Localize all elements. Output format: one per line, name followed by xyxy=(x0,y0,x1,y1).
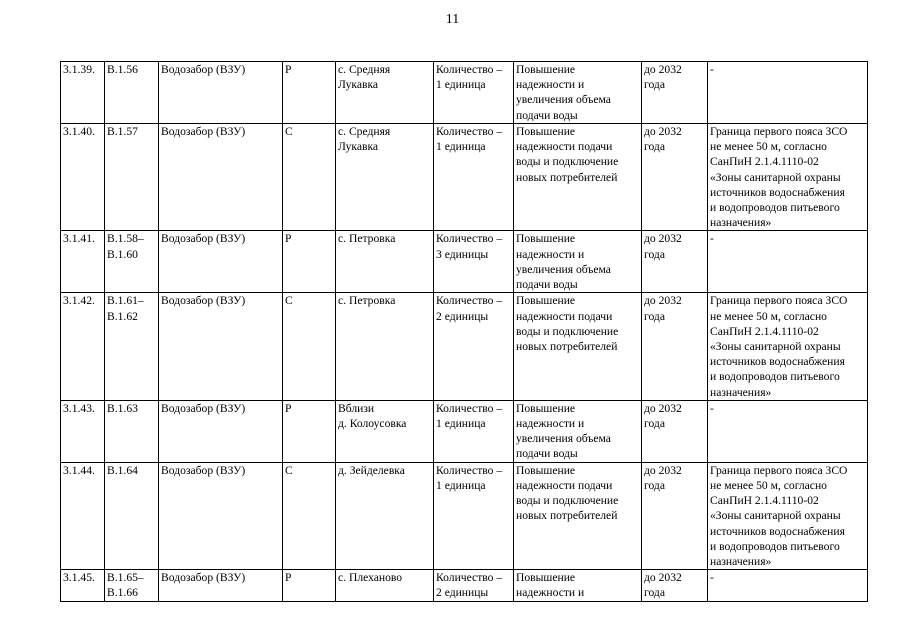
cell-purpose: Повышение надежности подачи воды и подключение новых потребителей xyxy=(514,462,642,569)
cell-item-number: 3.1.43. xyxy=(61,400,105,462)
cell-object-code: В.1.57 xyxy=(105,124,159,231)
cell-status: С xyxy=(283,293,336,400)
cell-status: С xyxy=(283,124,336,231)
cell-object-code: В.1.63 xyxy=(105,400,159,462)
cell-deadline: до 2032 года xyxy=(642,62,708,124)
cell-status: С xyxy=(283,462,336,569)
cell-deadline: до 2032 года xyxy=(642,124,708,231)
cell-item-number: 3.1.41. xyxy=(61,231,105,293)
cell-purpose: Повышение надежности и xyxy=(514,570,642,601)
cell-purpose: Повышение надежности и увеличения объема подачи воды xyxy=(514,62,642,124)
cell-quantity: Количество – 1 единица xyxy=(434,400,514,462)
cell-purpose: Повышение надежности подачи воды и подключение новых потребителей xyxy=(514,293,642,400)
cell-status: Р xyxy=(283,400,336,462)
cell-status: Р xyxy=(283,231,336,293)
cell-item-number: 3.1.44. xyxy=(61,462,105,569)
cell-item-number: 3.1.39. xyxy=(61,62,105,124)
cell-protection-zone: Граница первого пояса ЗСО не менее 50 м, согласно СанПиН 2.1.4.1110-02 «Зоны санитарной охраны источников водоснабжения и водопроводов питьевого назначения» xyxy=(708,462,868,569)
cell-location: с. Петровка xyxy=(336,293,434,400)
cell-quantity: Количество – 1 единица xyxy=(434,462,514,569)
cell-protection-zone: Граница первого пояса ЗСО не менее 50 м, согласно СанПиН 2.1.4.1110-02 «Зоны санитарной охраны источников водоснабжения и водопроводов питьевого назначения» xyxy=(708,124,868,231)
cell-purpose: Повышение надежности подачи воды и подключение новых потребителей xyxy=(514,124,642,231)
cell-location: с. Средняя Лукавка xyxy=(336,62,434,124)
cell-quantity: Количество – 3 единицы xyxy=(434,231,514,293)
cell-deadline: до 2032 года xyxy=(642,400,708,462)
cell-object-name: Водозабор (ВЗУ) xyxy=(159,293,283,400)
page-number: 11 xyxy=(445,12,460,27)
cell-location: Вблизи д. Колоусовка xyxy=(336,400,434,462)
cell-protection-zone: Граница первого пояса ЗСО не менее 50 м, согласно СанПиН 2.1.4.1110-02 «Зоны санитарной охраны источников водоснабжения и водопроводов питьевого назначения» xyxy=(708,293,868,400)
cell-protection-zone: - xyxy=(708,62,868,124)
cell-object-code: В.1.56 xyxy=(105,62,159,124)
cell-object-name: Водозабор (ВЗУ) xyxy=(159,124,283,231)
cell-item-number: 3.1.40. xyxy=(61,124,105,231)
table-row xyxy=(61,570,868,601)
table-row xyxy=(61,400,868,462)
table-row xyxy=(61,293,868,400)
cell-location: с. Средняя Лукавка xyxy=(336,124,434,231)
cell-quantity: Количество – 1 единица xyxy=(434,124,514,231)
facilities-table xyxy=(60,61,868,602)
cell-status: Р xyxy=(283,62,336,124)
cell-purpose: Повышение надежности и увеличения объема подачи воды xyxy=(514,231,642,293)
cell-object-name: Водозабор (ВЗУ) xyxy=(159,62,283,124)
cell-deadline: до 2032 года xyxy=(642,293,708,400)
cell-purpose: Повышение надежности и увеличения объема подачи воды xyxy=(514,400,642,462)
cell-object-code: В.1.64 xyxy=(105,462,159,569)
cell-object-name: Водозабор (ВЗУ) xyxy=(159,570,283,601)
cell-deadline: до 2032 года xyxy=(642,231,708,293)
cell-object-name: Водозабор (ВЗУ) xyxy=(159,400,283,462)
cell-object-name: Водозабор (ВЗУ) xyxy=(159,462,283,569)
cell-protection-zone: - xyxy=(708,570,868,601)
cell-deadline: до 2032 года xyxy=(642,462,708,569)
cell-status: Р xyxy=(283,570,336,601)
table-row xyxy=(61,124,868,231)
cell-location: д. Зейделевка xyxy=(336,462,434,569)
cell-quantity: Количество – 1 единица xyxy=(434,62,514,124)
cell-object-code: В.1.61– В.1.62 xyxy=(105,293,159,400)
cell-location: с. Петровка xyxy=(336,231,434,293)
cell-location: с. Плеханово xyxy=(336,570,434,601)
table-body xyxy=(61,62,868,602)
cell-protection-zone: - xyxy=(708,231,868,293)
cell-item-number: 3.1.42. xyxy=(61,293,105,400)
table-row xyxy=(61,462,868,569)
cell-protection-zone: - xyxy=(708,400,868,462)
cell-deadline: до 2032 года xyxy=(642,570,708,601)
cell-object-code: В.1.58– В.1.60 xyxy=(105,231,159,293)
cell-item-number: 3.1.45. xyxy=(61,570,105,601)
cell-quantity: Количество – 2 единицы xyxy=(434,570,514,601)
table-row xyxy=(61,231,868,293)
table-row xyxy=(61,62,868,124)
cell-object-code: В.1.65– В.1.66 xyxy=(105,570,159,601)
cell-object-name: Водозабор (ВЗУ) xyxy=(159,231,283,293)
cell-quantity: Количество – 2 единицы xyxy=(434,293,514,400)
